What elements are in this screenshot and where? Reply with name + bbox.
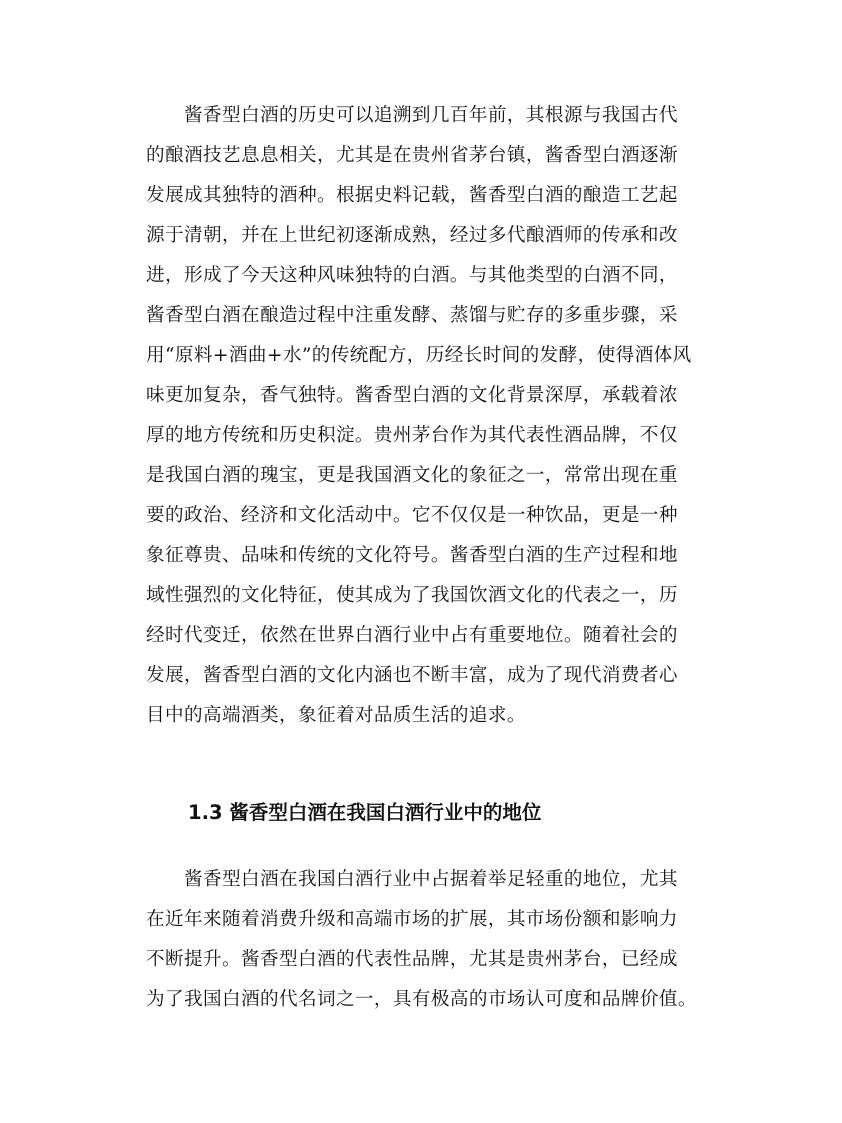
paragraph-line: 用“原料+酒曲+水”的传统配方，历经长时间的发酵，使得酒体风 [146, 345, 692, 366]
paragraph-line: 的酿酒技艺息息相关，尤其是在贵州省茅台镇，酱香型白酒逐渐 [146, 145, 678, 166]
paragraph-line: 为了我国白酒的代名词之一，具有极高的市场认可度和品牌价值。 [146, 989, 697, 1010]
paragraph-line: 经时代变迁，依然在世界白酒行业中占有重要地位。随着社会的 [146, 625, 678, 646]
paragraph-line: 在近年来随着消费升级和高端市场的扩展，其市场份额和影响力 [146, 909, 678, 930]
paragraph-line: 发展成其独特的酒种。根据史料记载，酱香型白酒的酿造工艺起 [146, 185, 678, 206]
paragraph-line: 目中的高端酒类，象征着对品质生活的追求。 [146, 705, 526, 726]
paragraph-line: 象征尊贵、品味和传统的文化符号。酱香型白酒的生产过程和地 [146, 545, 678, 566]
paragraph-line: 酱香型白酒的历史可以追溯到几百年前，其根源与我国古代 [146, 105, 678, 126]
paragraph-line: 进，形成了今天这种风味独特的白酒。与其他类型的白酒不同， [146, 265, 678, 286]
paragraph-line: 域性强烈的文化特征，使其成为了我国饮酒文化的代表之一，历 [146, 585, 678, 606]
paragraph-line: 味更加复杂，香气独特。酱香型白酒的文化背景深厚，承载着浓 [146, 385, 678, 406]
paragraph-line: 厚的地方传统和历史积淀。贵州茅台作为其代表性酒品牌，不仅 [146, 425, 678, 446]
paragraph-line: 源于清朝，并在上世纪初逐渐成熟，经过多代酿酒师的传承和改 [146, 225, 678, 246]
section-heading: 1.3 酱香型白酒在我国白酒行业中的地位 [188, 801, 542, 824]
paragraph-line: 要的政治、经济和文化活动中。它不仅仅是一种饮品，更是一种 [146, 505, 678, 526]
paragraph-line: 酱香型白酒在酿造过程中注重发酵、蒸馏与贮存的多重步骤，采 [146, 305, 678, 326]
paragraph-line: 发展，酱香型白酒的文化内涵也不断丰富，成为了现代消费者心 [146, 665, 678, 686]
paragraph-line: 酱香型白酒在我国白酒行业中占据着举足轻重的地位，尤其 [146, 869, 678, 890]
paragraph-line: 是我国白酒的瑰宝，更是我国酒文化的象征之一，常常出现在重 [146, 465, 678, 486]
paragraph-line: 不断提升。酱香型白酒的代表性品牌，尤其是贵州茅台，已经成 [146, 949, 678, 970]
